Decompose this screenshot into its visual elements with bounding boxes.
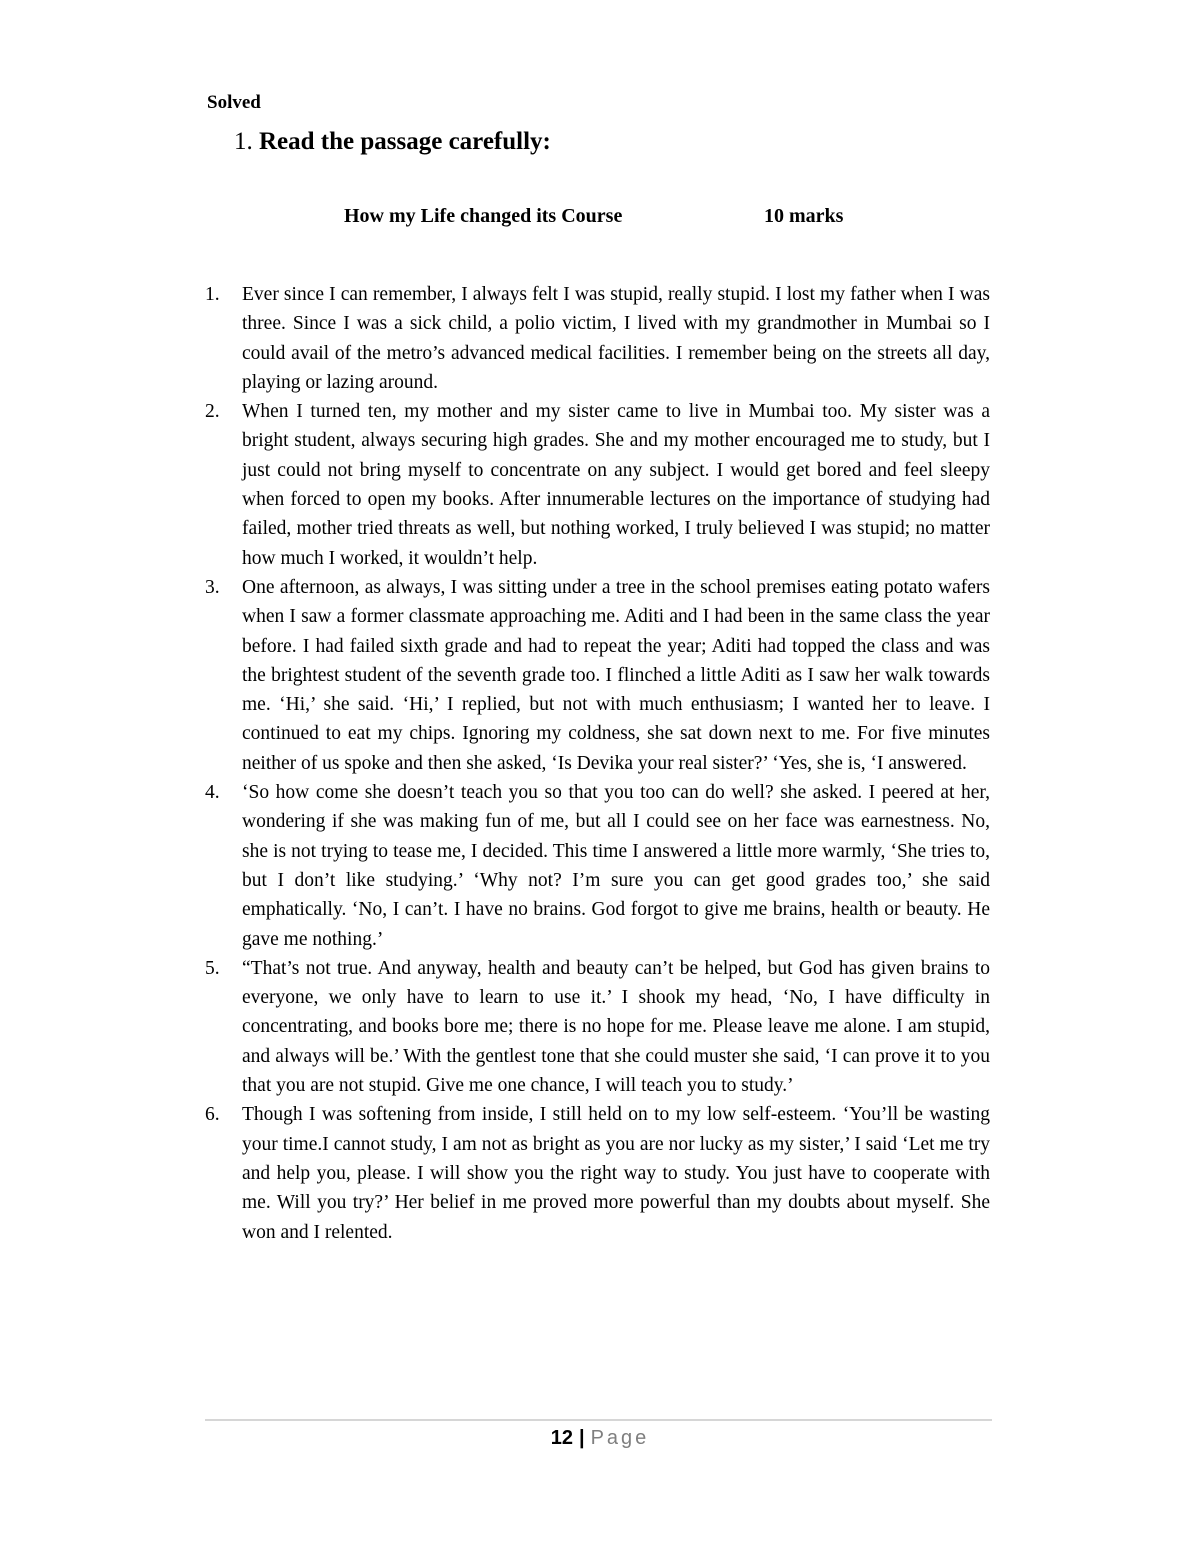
paragraph-text: Though I was softening from inside, I still held on to my low self-esteem. ‘You’ll be wasting your time.I cannot study, I am not as bright as you are nor lucky as my sister,’ I said ‘Let me try and help you, please. I will show you the right way to study. You just have to cooperate with me. Will you try?’ Her belief in me proved more powerful than my doubts about myself. She won and I relented.: [242, 1104, 990, 1243]
page-label: Page: [590, 1427, 650, 1449]
paragraph-text: “That’s not true. And anyway, health and beauty can’t be helped, but God has given brains to everyone, we only have to learn to use it.’ I shook my head, ‘No, I have difficulty in concentrating, and books bore me; there is no hope for me. Please leave me alone. I am stupid, and always will be.’ With the gentlest tone that she could muster she said, ‘I can prove it to you that you are not stupid. Give me one chance, I will teach you to study.’: [242, 957, 990, 1097]
page-number: 12: [550, 1427, 573, 1449]
paragraph-text: ‘So how come she doesn’t teach you so that you too can do well? she asked. I peered at her, wondering if she was making fun of me, but all I could see on her face was earnestness. No, she is not trying to tease me, I decided. This time I answered a little more warmly, ‘She tries to, but I don’t like studying.’ ‘Why not? I’m sure you can get good grades too,’ she said emphatically. ‘No, I can’t. I have no brains. God forgot to give me brains, health or beauty. He gave me nothing.’: [242, 782, 990, 950]
passage-paragraph: [205, 1100, 990, 1246]
paragraph-number: 2.: [205, 401, 220, 423]
passage-paragraph: [205, 280, 990, 397]
page-footer: [0, 1427, 1200, 1450]
paragraph-number: 6.: [205, 1104, 220, 1126]
paragraph-number: 3.: [205, 576, 220, 598]
section-label-solved: Solved: [207, 92, 261, 113]
paragraph-text: One afternoon, as always, I was sitting under a tree in the school premises eating potato wafers when I saw a former classmate approaching me. Aditi and I had been in the same class the year before. I had failed sixth grade and had to repeat the year; Aditi had topped the class and was the brightest student of the seventh grade too. I flinched a little Aditi as I saw her walk towards me. ‘Hi,’ she said. ‘Hi,’ I replied, but not with much enthusiasm; I wanted her to leave. I continued to eat my chips. Ignoring my coldness, she sat down next to me. For five minutes neither of us spoke and then she asked, ‘Is Devika your real sister?’ ‘Yes, she is, ‘I answered.: [242, 576, 990, 774]
paragraph-text: Ever since I can remember, I always felt I was stupid, really stupid. I lost my father when I was three. Since I was a sick child, a polio victim, I lived with my grandmother in Mumbai so I could avail of the metro’s advanced medical facilities. I remember being on the streets all day, playing or lazing around.: [242, 284, 990, 393]
passage-title: How my Life changed its Course: [344, 205, 623, 227]
passage-paragraph: [205, 954, 990, 1100]
question-heading: [234, 128, 551, 156]
question-number: 1.: [234, 128, 253, 155]
passage-paragraph: [205, 573, 990, 778]
paragraph-number: 5.: [205, 957, 220, 979]
passage-marks: 10 marks: [764, 205, 844, 227]
footer-separator: |: [578, 1427, 585, 1449]
footer-divider: [205, 1419, 992, 1421]
paragraph-text: When I turned ten, my mother and my sister came to live in Mumbai too. My sister was a bright student, always securing high grades. She and my mother encouraged me to study, but I just could not bring myself to concentrate on any subject. I would get bored and feel sleepy when forced to open my books. After innumerable lectures on the importance of studying had failed, mother tried threats as well, but nothing worked, I truly believed I was stupid; no matter how much I worked, it wouldn’t help.: [242, 401, 990, 569]
passage-paragraph: [205, 778, 990, 954]
paragraph-number: 1.: [205, 284, 220, 305]
passage-paragraph: [205, 397, 990, 573]
passage-paragraph-list: [205, 280, 990, 1247]
paragraph-number: 4.: [205, 782, 220, 804]
question-instruction: Read the passage carefully:: [259, 128, 551, 155]
